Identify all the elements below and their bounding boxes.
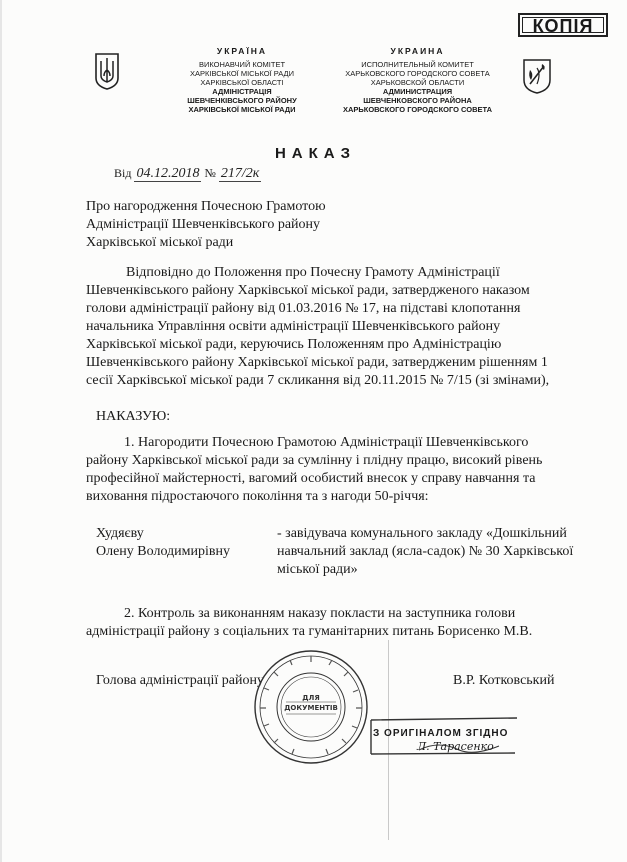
header-left-bold-line: ШЕВЧЕНКІВСЬКОГО РАЙОНУ: [187, 96, 297, 105]
order-item-2: [86, 605, 582, 641]
header-right-bold-line: ШЕВЧЕНКОВСКОГО РАЙОНА: [363, 96, 472, 105]
subject-line: Харківської міської ради: [86, 235, 234, 250]
header-left: [157, 47, 327, 114]
preamble-line: сесії Харківської міської ради 7 скликання від 20.11.2015 № 7/15 (зі змінами),: [86, 373, 550, 388]
city-coat-of-arms-icon: [522, 58, 552, 94]
awardee-given-names: Олену Володимирівну: [96, 544, 230, 559]
trident-emblem-icon: [94, 52, 120, 90]
order-dateline: [114, 166, 261, 182]
true-copy-stamp: [369, 716, 519, 756]
position-line: міської ради»: [277, 562, 358, 577]
preamble-line: начальника Управління освіти адміністрації Шевченківського району: [86, 319, 501, 334]
header-right-bold-line: АДМИНИСТРАЦИЯ: [382, 87, 453, 96]
order-subject: [86, 198, 326, 252]
item-2-line: адміністрації району з соціальних та гуманітарних питань Борисенко М.В.: [86, 624, 533, 639]
document-title: НАКАЗ: [274, 145, 357, 162]
header-right-bold-line: ХАРЬКОВСКОГО ГОРОДСКОГО СОВЕТА: [342, 105, 493, 114]
awardee-position: [277, 525, 583, 579]
seal-text: ДОКУМЕНТІВ: [284, 704, 338, 712]
header-left-country: УКРАЇНА: [216, 46, 268, 56]
preamble-line: Шевченківського району Харківської міської ради, затвердженого наказом: [86, 283, 530, 298]
header-right-country: УКРАИНА: [390, 46, 445, 56]
header-left-bold-line: АДМІНІСТРАЦІЯ: [212, 87, 272, 96]
item-1-line: професійної майстерності, вагомий особистий внесок у справу навчання та: [86, 471, 536, 486]
item-2-line: 2. Контроль за виконанням наказу покласти на заступника голови: [124, 606, 516, 621]
number-label: №: [204, 166, 216, 180]
header-right-line: ХАРЬКОВСКОГО ГОРОДСКОГО СОВЕТА: [345, 69, 490, 78]
header-left-line: ХАРКІВСЬКОЇ ОБЛАСТІ: [200, 78, 284, 87]
preamble-line: Харківської міської ради, керуючись Положенням про Адміністрацію: [86, 337, 502, 352]
preamble-line: Шевченківського району Харківської міської ради, затвердженим рішенням 1: [86, 355, 548, 370]
preamble-paragraph: [86, 264, 582, 390]
round-seal-icon: [252, 648, 370, 766]
certifier-signature: Л. Тарасенко: [417, 740, 494, 753]
preamble-line: Відповідно до Положення про Почесну Грамоту Адміністрації: [126, 265, 500, 280]
order-heading: НАКАЗУЮ:: [96, 409, 171, 424]
preamble-line: голови адміністрації району від 01.03.2016 № 17, на підставі клопотання: [86, 301, 521, 316]
header-right-line: ИСПОЛНИТЕЛЬНЫЙ КОМИТЕТ: [361, 60, 474, 69]
order-item-1: [86, 434, 582, 506]
item-1-line: 1. Нагородити Почесною Грамотою Адміністрації Шевченківського: [124, 435, 529, 450]
date-label: Від: [114, 166, 132, 180]
subject-line: Адміністрації Шевченківського району: [86, 217, 321, 232]
item-1-line: виховання підростаючого покоління та з нагоди 50-річчя:: [86, 489, 429, 504]
true-copy-text: З ОРИГІНАЛОМ ЗГІДНО: [373, 728, 509, 739]
seal-text: ДЛЯ: [302, 694, 320, 702]
subject-line: Про нагородження Почесною Грамотою: [86, 199, 326, 214]
signatory-title: Голова адміністрації району: [96, 673, 264, 688]
awardee-name: [96, 525, 230, 561]
position-line: - завідувача комунального закладу «Дошкільний: [277, 526, 567, 541]
signatory-name: В.Р. Котковський: [453, 673, 555, 688]
header-left-bold-line: ХАРКІВСЬКОЇ МІСЬКОЇ РАДИ: [188, 105, 296, 114]
awardee-surname: Худяєву: [96, 526, 144, 541]
copy-stamp: КОПІЯ: [518, 13, 608, 37]
header-left-line: ХАРКІВСЬКОЇ МІСЬКОЇ РАДИ: [189, 69, 294, 78]
header-left-line: ВИКОНАВЧИЙ КОМІТЕТ: [198, 60, 286, 69]
header-right: [330, 47, 505, 114]
position-line: навчальний заклад (ясла-садок) № 30 Харківської: [277, 544, 574, 559]
item-1-line: району Харківської міської ради за сумлінну і плідну працю, високий рівень: [86, 453, 543, 468]
header-right-line: ХАРЬКОВСКОЙ ОБЛАСТИ: [370, 78, 465, 87]
order-date: 04.12.2018: [136, 166, 200, 181]
order-number: 217/2к: [220, 166, 260, 181]
